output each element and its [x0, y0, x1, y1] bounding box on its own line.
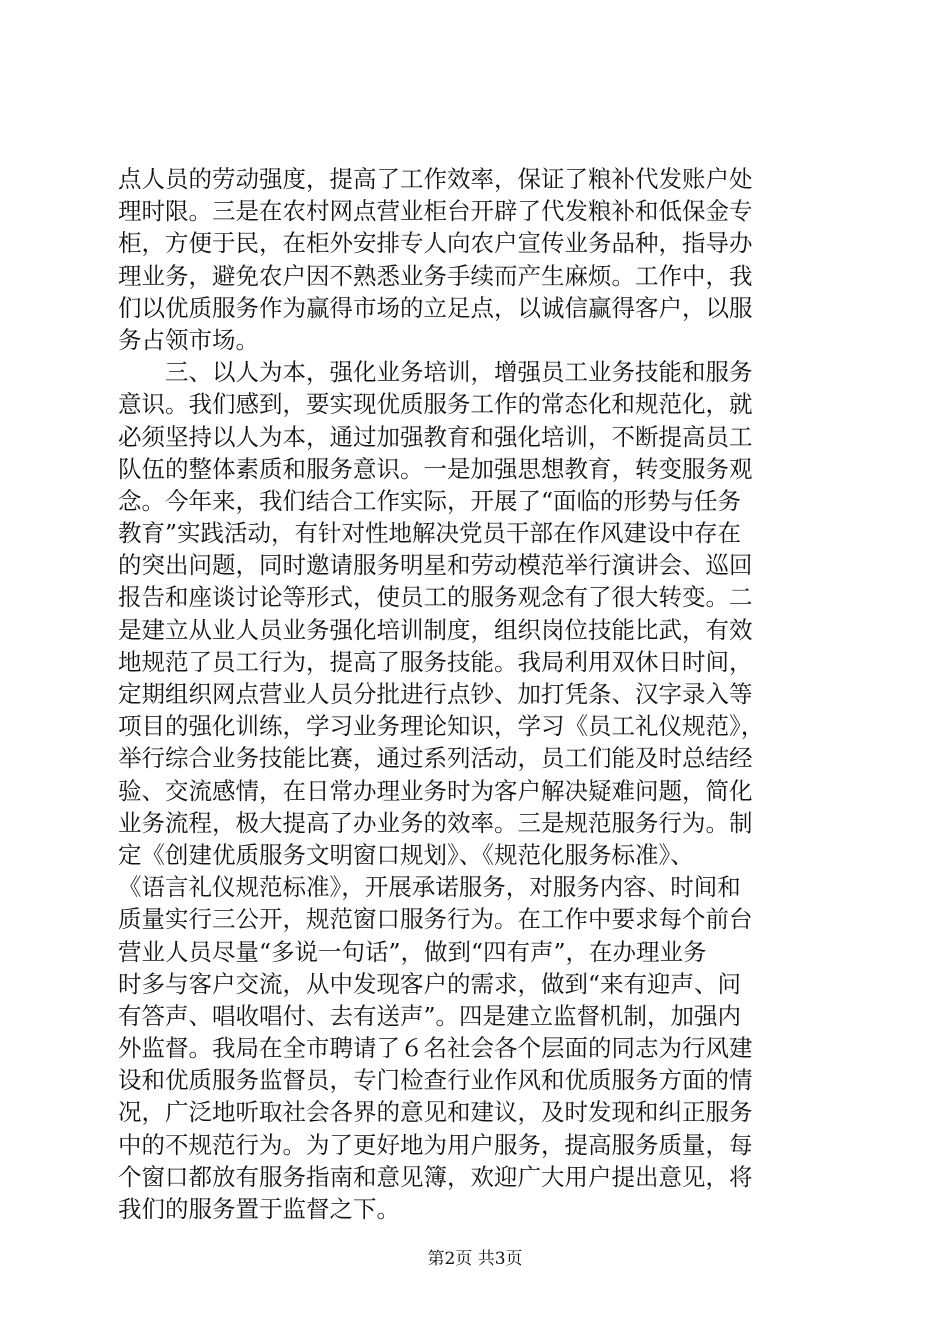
text-line: 三、以人为本，强化业务培训，增强员工业务技能和服务 [118, 358, 753, 387]
text-line: 我们的服务置于监督之下。 [118, 1195, 400, 1223]
text-line: 《语言礼仪规范标准》，开展承诺服务，对服务内容、时间和 [118, 873, 741, 902]
text-line: 必须坚持以人为本，通过加强教育和强化培训，不断提高员工 [118, 422, 753, 451]
text-line: 是建立从业人员业务强化培训制度，组织岗位技能比武，有效 [118, 615, 753, 644]
text-line: 时多与客户交流，从中发现客户的需求，做到“来有迎声、问 [118, 969, 742, 998]
text-line: 理业务，避免农户因不熟悉业务手续而产生麻烦。工作中，我 [118, 261, 753, 290]
text-line: 教育”实践活动，有针对性地解决党员干部在作风建设中存在 [118, 519, 742, 548]
text-line: 设和优质服务监督员，专门检查行业作风和优质服务方面的情 [118, 1066, 753, 1095]
text-line: 点人员的劳动强度，提高了工作效率，保证了粮补代发账户处 [118, 165, 753, 193]
text-line: 验、交流感情，在日常办理业务时为客户解决疑难问题，简化 [118, 776, 753, 805]
text-line: 外监督。我局在全市聘请了６名社会各个层面的同志为行风建 [118, 1034, 753, 1063]
text-line: 意识。我们感到，要实现优质服务工作的常态化和规范化，就 [118, 390, 753, 419]
text-line: 们以优质服务作为赢得市场的立足点，以诚信赢得客户，以服 [118, 293, 753, 322]
text-line: 有答声、唱收唱付、去有送声”。四是建立监督机制，加强内 [118, 1001, 742, 1030]
text-line: 报告和座谈讨论等形式，使员工的服务观念有了很大转变。二 [118, 583, 753, 612]
text-line: 定期组织网点营业人员分批进行点钞、加打凭条、汉字录入等 [118, 680, 753, 708]
text-line: 柜，方便于民，在柜外安排专人向农户宣传业务品种，指导办 [118, 229, 753, 258]
text-line: 项目的强化训练，学习业务理论知识，学习《员工礼仪规范》， [118, 712, 765, 741]
text-line: 营业人员尽量“多说一句话”，做到“四有声”，在办理业务 [118, 937, 707, 966]
text-line: 中的不规范行为。为了更好地为用户服务，提高服务质量，每 [118, 1130, 753, 1159]
text-line: 业务流程，极大提高了办业务的效率。三是规范服务行为。制 [118, 808, 753, 837]
text-line: 念。今年来，我们结合工作实际，开展了“面临的形势与任务 [118, 486, 742, 515]
body-text [118, 163, 838, 1225]
text-line: 队伍的整体素质和服务意识。一是加强思想教育，转变服务观 [118, 454, 753, 483]
text-line: 质量实行三公开，规范窗口服务行为。在工作中要求每个前台 [118, 905, 753, 934]
text-line: 地规范了员工行为，提高了服务技能。我局利用双休日时间， [118, 647, 753, 676]
text-line: 定《创建优质服务文明窗口规划》、《规范化服务标准》、 [118, 840, 694, 869]
text-line: 举行综合业务技能比赛，通过系列活动，员工们能及时总结经 [118, 744, 753, 773]
text-line: 个窗口都放有服务指南和意见簿，欢迎广大用户提出意见，将 [118, 1162, 753, 1191]
text-line: 的突出问题，同时邀请服务明星和劳动模范举行演讲会、巡回 [118, 551, 753, 580]
text-line: 况，广泛地听取社会各界的意见和建议，及时发现和纠正服务 [118, 1098, 753, 1127]
text-line: 务占领市场。 [118, 325, 259, 354]
page-footer: 第2页 共3页 [427, 1249, 523, 1269]
text-line: 理时限。三是在农村网点营业柜台开辟了代发粮补和低保金专 [118, 197, 753, 226]
